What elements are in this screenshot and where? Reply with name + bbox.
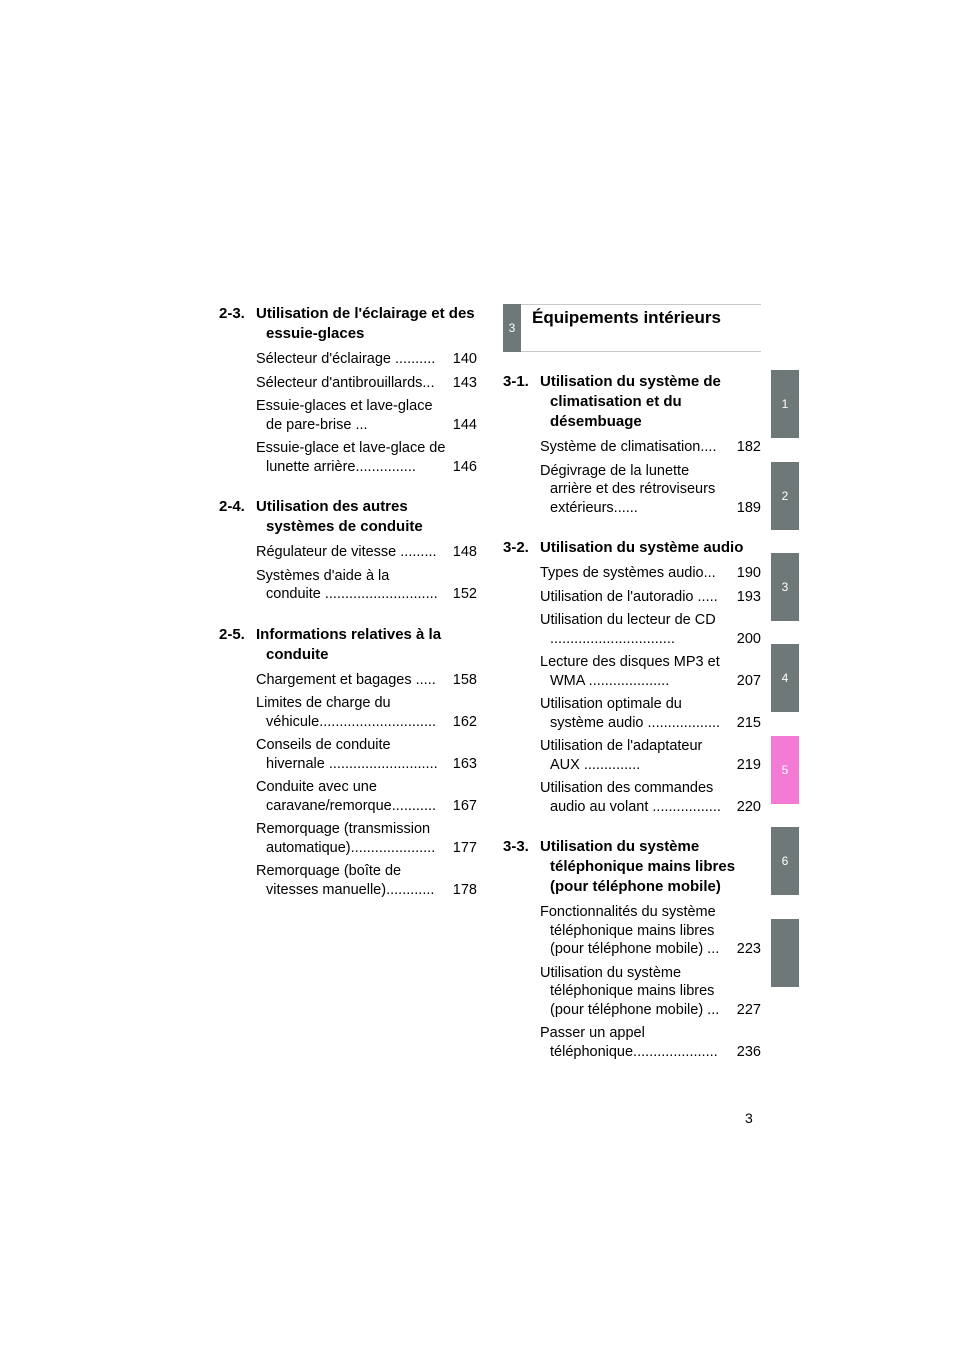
section-number: 3-3. xyxy=(503,838,529,855)
chapter-tab[interactable]: 5 xyxy=(771,736,799,804)
toc-section xyxy=(219,497,477,604)
entry-page: 193 xyxy=(736,588,761,605)
entry-page: 223 xyxy=(736,941,761,957)
toc-entry[interactable] xyxy=(540,564,761,583)
entry-page: 148 xyxy=(452,544,477,560)
toc-left-column xyxy=(219,304,477,920)
entry-page: 146 xyxy=(452,458,477,475)
toc-section xyxy=(503,372,761,517)
toc-entry[interactable] xyxy=(256,671,477,690)
entry-text: Régulateur de vitesse ......... xyxy=(256,544,437,560)
toc-entry[interactable] xyxy=(540,695,761,732)
toc-entry[interactable] xyxy=(540,903,761,959)
toc-section xyxy=(219,625,477,900)
toc-entry[interactable] xyxy=(256,350,477,369)
section-number: 2-4. xyxy=(219,498,245,515)
entry-text: Chargement et bagages ..... xyxy=(256,671,436,688)
entry-page: 162 xyxy=(452,713,477,730)
section-heading xyxy=(219,625,477,665)
toc-entry[interactable] xyxy=(256,778,477,815)
entry-page: 144 xyxy=(452,416,477,433)
entry-text: Sélecteur d'antibrouillards... xyxy=(256,374,435,391)
entry-page: 207 xyxy=(736,672,761,689)
chapter-title: Équipements intérieurs xyxy=(532,308,721,327)
chapter-tab[interactable]: 2 xyxy=(771,462,799,530)
entry-text: Utilisation optimale du système audio .................. xyxy=(540,696,721,731)
entry-page: 182 xyxy=(736,439,761,455)
entry-text: Lecture des disques MP3 et WMA .................... xyxy=(540,654,720,689)
toc-entry[interactable] xyxy=(540,462,761,518)
entry-page: 163 xyxy=(452,755,477,772)
chapter-tab[interactable]: 4 xyxy=(771,644,799,712)
entry-page: 200 xyxy=(736,630,761,647)
toc-entry[interactable] xyxy=(256,736,477,773)
toc-entry[interactable] xyxy=(540,1024,761,1061)
toc-right-column xyxy=(503,304,761,1082)
section-title: Informations relatives à la conduite xyxy=(256,625,442,663)
entry-page: 143 xyxy=(452,374,477,391)
toc-entry[interactable] xyxy=(540,653,761,690)
toc-section xyxy=(503,837,761,1061)
entry-text: Utilisation du lecteur de CD ............................... xyxy=(540,612,716,647)
toc-entry[interactable] xyxy=(540,964,761,1020)
entry-text: Dégivrage de la lunette arrière et des rétroviseurs extérieurs...... xyxy=(540,462,716,516)
entry-page: 178 xyxy=(452,881,477,898)
entry-text: Essuie-glaces et lave-glace de pare-brise ... xyxy=(256,398,433,433)
section-number: 2-5. xyxy=(219,625,245,643)
entry-page: 177 xyxy=(452,839,477,856)
entry-text: Utilisation de l'adaptateur AUX .............. xyxy=(540,738,703,773)
entry-text: Essuie-glace et lave-glace de lunette arrière............... xyxy=(256,440,446,475)
entry-page: 236 xyxy=(736,1043,761,1060)
entry-text: Passer un appel téléphonique..................... xyxy=(540,1025,718,1060)
section-title: Utilisation de l'éclairage et des essuie-glaces xyxy=(256,305,475,342)
chapter-header xyxy=(503,304,761,352)
page-number: 3 xyxy=(745,1110,753,1126)
entry-text: Limites de charge du véhicule............................. xyxy=(256,695,437,730)
toc-section xyxy=(219,304,477,476)
entry-text: Système de climatisation.... xyxy=(540,439,717,455)
section-number: 3-1. xyxy=(503,373,529,390)
section-number: 2-3. xyxy=(219,305,245,322)
section-title: Utilisation du système audio xyxy=(540,539,744,556)
toc-entry[interactable] xyxy=(540,779,761,816)
section-number: 3-2. xyxy=(503,539,529,556)
toc-entry[interactable] xyxy=(256,543,477,562)
entry-text: Fonctionnalités du système téléphonique mains libres (pour téléphone mobile) ... xyxy=(540,904,720,957)
entry-page: 219 xyxy=(736,756,761,773)
toc-entry[interactable] xyxy=(540,611,761,648)
entry-text: Utilisation des commandes audio au volant ................. xyxy=(540,780,721,815)
toc-entry[interactable] xyxy=(256,567,477,604)
toc-entry[interactable] xyxy=(256,862,477,899)
toc-entry[interactable] xyxy=(256,694,477,731)
entry-page: 140 xyxy=(452,351,477,367)
section-heading xyxy=(503,538,761,558)
entry-text: Conseils de conduite hivernale ........................... xyxy=(256,737,438,772)
chapter-tab[interactable]: 3 xyxy=(771,553,799,621)
toc-entry[interactable] xyxy=(256,820,477,857)
entry-text: Utilisation de l'autoradio ..... xyxy=(540,588,718,605)
entry-text: Remorquage (transmission automatique)..................... xyxy=(256,821,436,856)
entry-page: 190 xyxy=(736,565,761,581)
section-heading xyxy=(219,304,477,344)
entry-text: Sélecteur d'éclairage .......... xyxy=(256,351,436,367)
toc-entry[interactable] xyxy=(256,397,477,434)
toc-entry[interactable] xyxy=(540,737,761,774)
chapter-number-box: 3 xyxy=(503,304,521,352)
chapter-tab[interactable]: 1 xyxy=(771,370,799,438)
entry-page: 227 xyxy=(736,1001,761,1018)
entry-page: 158 xyxy=(452,671,477,688)
entry-text: Systèmes d'aide à la conduite ............................ xyxy=(256,567,438,602)
toc-section xyxy=(503,538,761,816)
section-title: Utilisation du système téléphonique mains libres (pour téléphone mobile) xyxy=(540,838,736,895)
section-title: Utilisation du système de climatisation et du désembuage xyxy=(540,373,721,430)
toc-entry[interactable] xyxy=(256,439,477,476)
entry-text: Remorquage (boîte de vitesses manuelle)............ xyxy=(256,863,435,898)
entry-text: Conduite avec une caravane/remorque........... xyxy=(256,779,437,814)
entry-page: 220 xyxy=(736,798,761,815)
toc-entry[interactable] xyxy=(540,588,761,607)
right-sections xyxy=(503,372,761,1061)
toc-entry[interactable] xyxy=(540,438,761,457)
entry-page: 152 xyxy=(452,586,477,602)
entry-page: 215 xyxy=(736,714,761,731)
entry-text: Utilisation du système téléphonique mains libres (pour téléphone mobile) ... xyxy=(540,964,720,1018)
toc-entry[interactable] xyxy=(256,374,477,393)
section-heading xyxy=(503,372,761,432)
section-heading xyxy=(503,837,761,897)
entry-page: 189 xyxy=(736,499,761,516)
section-heading xyxy=(219,497,477,537)
chapter-tab[interactable] xyxy=(771,919,799,987)
entry-text: Types de systèmes audio... xyxy=(540,565,716,581)
entry-page: 167 xyxy=(452,797,477,814)
chapter-tab[interactable]: 6 xyxy=(771,827,799,895)
section-title: Utilisation des autres systèmes de conduite xyxy=(256,498,423,535)
